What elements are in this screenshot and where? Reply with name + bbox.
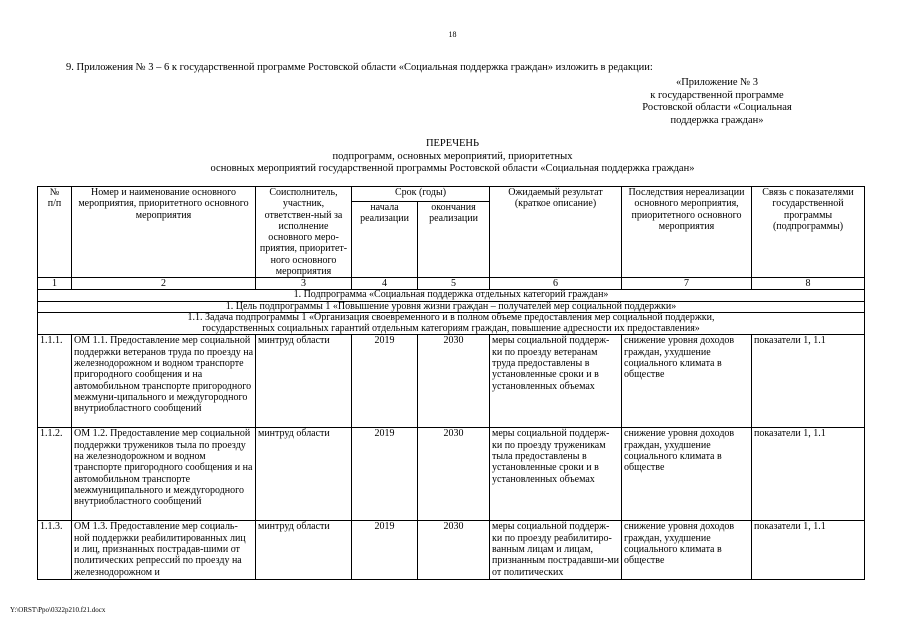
column-number: 1 — [38, 278, 72, 290]
column-number: 6 — [490, 278, 622, 290]
column-number: 4 — [352, 278, 418, 290]
row-link: показатели 1, 1.1 — [752, 428, 865, 521]
task-line: 1.1. Задача подпрограммы 1 «Организация своевременного и в полном объеме предоставления мер социальной поддержки, — [187, 312, 715, 324]
header-term: Срок (годы) — [352, 187, 490, 202]
row-consequences: снижение уровня доходов граждан, ухудшение социального климата в обществе — [622, 428, 752, 521]
row-end: 2030 — [418, 521, 490, 580]
subprogram-title: 1. Подпрограмма «Социальная поддержка отдельных категорий граждан» — [38, 290, 865, 302]
header-result: Ожидаемый результат (краткое описание) — [490, 187, 622, 278]
row-consequences: снижение уровня доходов граждан, ухудшение социального климата в обществе — [622, 521, 752, 580]
header-consequences: Последствия нереализации основного мероприятия, приоритетного основного мероприятия — [622, 187, 752, 278]
measures-table — [37, 186, 865, 580]
column-number: 3 — [256, 278, 352, 290]
row-executor: минтруд области — [256, 428, 352, 521]
row-end: 2030 — [418, 428, 490, 521]
column-number: 7 — [622, 278, 752, 290]
header-num-line: п/п — [47, 198, 62, 210]
appendix-label — [607, 77, 827, 127]
row-link: показатели 1, 1.1 — [752, 335, 865, 428]
column-number: 2 — [72, 278, 256, 290]
appendix-line: поддержка граждан» — [670, 114, 764, 126]
file-path-footer: Y:\ORST\Ppo\0322p210.f21.docx — [10, 606, 106, 614]
appendix-line: к государственной программе — [650, 89, 784, 101]
goal-row — [38, 301, 865, 313]
row-consequences: снижение уровня доходов граждан, ухудшение социального климата в обществе — [622, 335, 752, 428]
appendix-line: «Приложение № 3 — [675, 77, 759, 88]
task-line: государственных социальных гарантий отдельным категориям граждан, повышение адресности их предоставления» — [202, 322, 700, 334]
heading-title: ПЕРЕЧЕНЬ — [425, 138, 480, 149]
task-row — [38, 313, 865, 335]
page-number: 18 — [448, 30, 457, 39]
header-link: Связь с показателями государственной программы (подпрограммы) — [752, 187, 865, 278]
row-executor: минтруд области — [256, 521, 352, 580]
table-row — [38, 335, 865, 428]
row-result: меры социальной поддерж-ки по проезду реабилитиро-ванным лицам и лицам, признанным пострадавши-ми от политических — [490, 521, 622, 580]
column-number: 5 — [418, 278, 490, 290]
column-number-row — [38, 278, 865, 290]
intro-text: 9. Приложения № 3 – 6 к государственной программе Ростовской области «Социальная поддержка граждан» изложить в редакции: — [66, 62, 653, 73]
header-name: Номер и наименование основного мероприятия, приоритетного основного мероприятия — [72, 187, 256, 278]
row-num: 1.1.1. — [38, 335, 72, 428]
goal-title: 1. Цель подпрограммы 1 «Повышение уровня жизни граждан – получателей мер социальной поддержки» — [38, 301, 865, 313]
task-title — [38, 313, 865, 335]
subprogram-row — [38, 290, 865, 302]
heading-line: подпрограмм, основных мероприятий, приоритетных — [332, 150, 573, 162]
document-heading — [0, 138, 905, 176]
row-num: 1.1.3. — [38, 521, 72, 580]
table-row — [38, 428, 865, 521]
row-num: 1.1.2. — [38, 428, 72, 521]
header-executor: Соисполнитель, участник, ответствен-ный за исполнение основного меро-приятия, приоритет-ного основного мероприятия — [256, 187, 352, 278]
row-result: меры социальной поддерж-ки по проезду ветеранам труда предоставлены в установленные сроки и в установленных объемах — [490, 335, 622, 428]
table-row — [38, 521, 865, 580]
row-name: ОМ 1.2. Предоставление мер социальной поддержки тружеников тыла по проезду на железнодорожном и водном транспорте пригородного сообщения и на автомобильном транспорте межмуниципального и междугородного внутриобластного сообщений — [72, 428, 256, 521]
header-num — [38, 187, 72, 278]
header-end: окончания реализации — [418, 201, 490, 277]
row-name: ОМ 1.1. Предоставление мер социальной поддержки ветеранов труда по проезду на железнодорожном и водном транспорте пригородного сообщения и на автомобильном транспорте пригородного межмуни-ципального и междугородного внутриобластного сообщений — [72, 335, 256, 428]
row-start: 2019 — [352, 521, 418, 580]
row-start: 2019 — [352, 335, 418, 428]
row-link: показатели 1, 1.1 — [752, 521, 865, 580]
table-header-row — [38, 187, 865, 202]
column-number: 8 — [752, 278, 865, 290]
row-result: меры социальной поддерж-ки по проезду труженикам тыла предоставлены в установленные сроки и в установленных объемах — [490, 428, 622, 521]
row-executor: минтруд области — [256, 335, 352, 428]
header-num-line: № — [49, 187, 60, 198]
heading-line: основных мероприятий государственной программы Ростовской области «Социальная поддержка граждан» — [210, 163, 695, 174]
row-end: 2030 — [418, 335, 490, 428]
row-start: 2019 — [352, 428, 418, 521]
appendix-line: Ростовской области «Социальная — [642, 102, 792, 113]
row-name: ОМ 1.3. Предоставление мер социаль-ной поддержки реабилитированных лиц и лиц, признанных пострадав-шими от политических репрессий по проезду на железнодорожном и — [72, 521, 256, 580]
header-start: начала реализации — [352, 201, 418, 277]
